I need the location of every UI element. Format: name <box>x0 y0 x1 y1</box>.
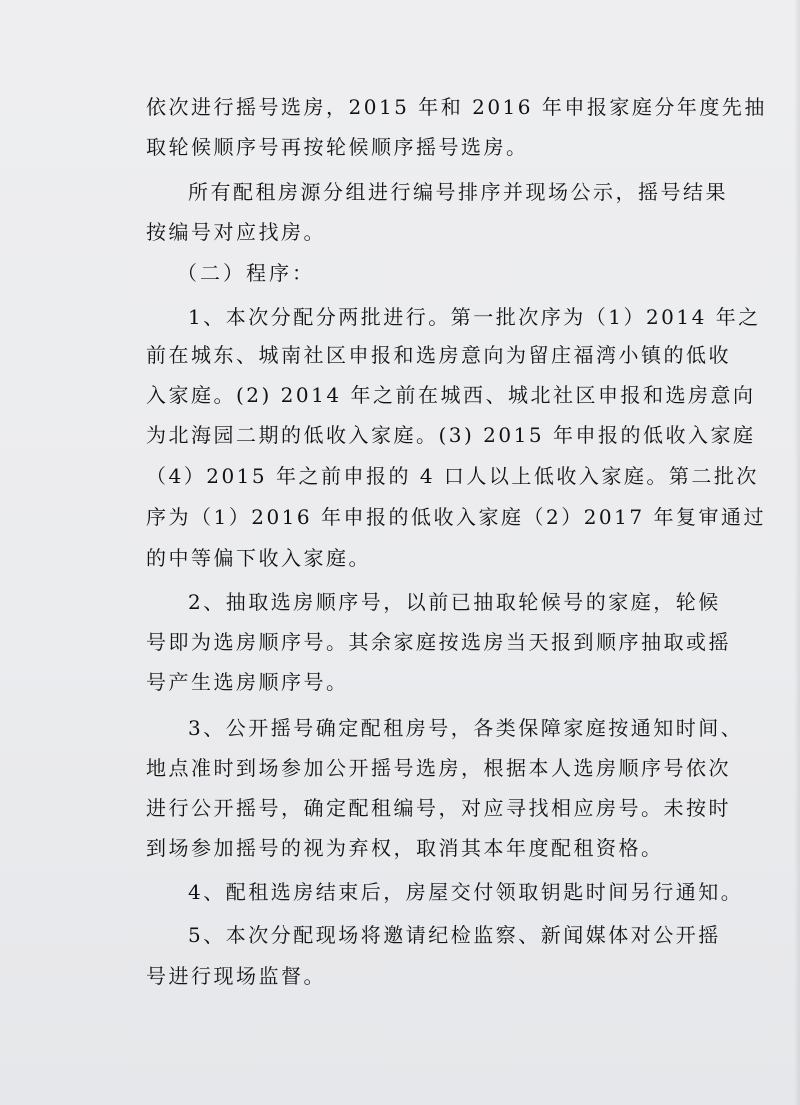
item4-line1: 4、配租选房结束后，房屋交付领取钥匙时间另行通知。 <box>188 880 744 904</box>
para2-line2: 按编号对应找房。 <box>146 220 326 244</box>
item1-line7: 的中等偏下收入家庭。 <box>146 546 371 570</box>
item1-line1: 1、本次分配分两批进行。第一批次序为（1）2014 年之 <box>188 305 761 329</box>
para2-line1: 所有配租房源分组进行编号排序并现场公示，摇号结果 <box>188 180 728 204</box>
item1-line2: 前在城东、城南社区申报和选房意向为留庄福湾小镇的低收 <box>146 343 731 367</box>
item3-line3: 进行公开摇号，确定配租编号，对应寻找相应房号。未按时 <box>146 796 731 820</box>
para1-line2: 取轮候顺序号再按轮候顺序摇号选房。 <box>146 135 529 159</box>
item1-line4: 为北海园二期的低收入家庭。(3) 2015 年申报的低收入家庭 <box>146 423 756 447</box>
item3-line1: 3、公开摇号确定配租房号，各类保障家庭按通知时间、 <box>188 716 744 740</box>
section-heading: （二）程序： <box>177 261 315 285</box>
item3-line2: 地点准时到场参加公开摇号选房，根据本人选房顺序号依次 <box>146 756 731 780</box>
item2-line3: 号产生选房顺序号。 <box>146 670 349 694</box>
item2-line1: 2、抽取选房顺序号，以前已抽取轮候号的家庭，轮候 <box>188 590 721 614</box>
item1-line3: 入家庭。(2) 2014 年之前在城西、城北社区申报和选房意向 <box>146 383 756 407</box>
item1-line6: 序为（1）2016 年申报的低收入家庭（2）2017 年复审通过 <box>146 505 766 529</box>
item2-line2: 号即为选房顺序号。其余家庭按选房当天报到顺序抽取或摇 <box>146 630 731 654</box>
item5-line2: 号进行现场监督。 <box>146 964 326 988</box>
item5-line1: 5、本次分配现场将邀请纪检监察、新闻媒体对公开摇 <box>188 923 721 947</box>
item3-line4: 到场参加摇号的视为弃权，取消其本年度配租资格。 <box>146 836 664 860</box>
para1-line1: 依次进行摇号选房，2015 年和 2016 年申报家庭分年度先抽 <box>146 95 767 119</box>
item1-line5: （4）2015 年之前申报的 4 口人以上低收入家庭。第二批次 <box>146 464 759 488</box>
